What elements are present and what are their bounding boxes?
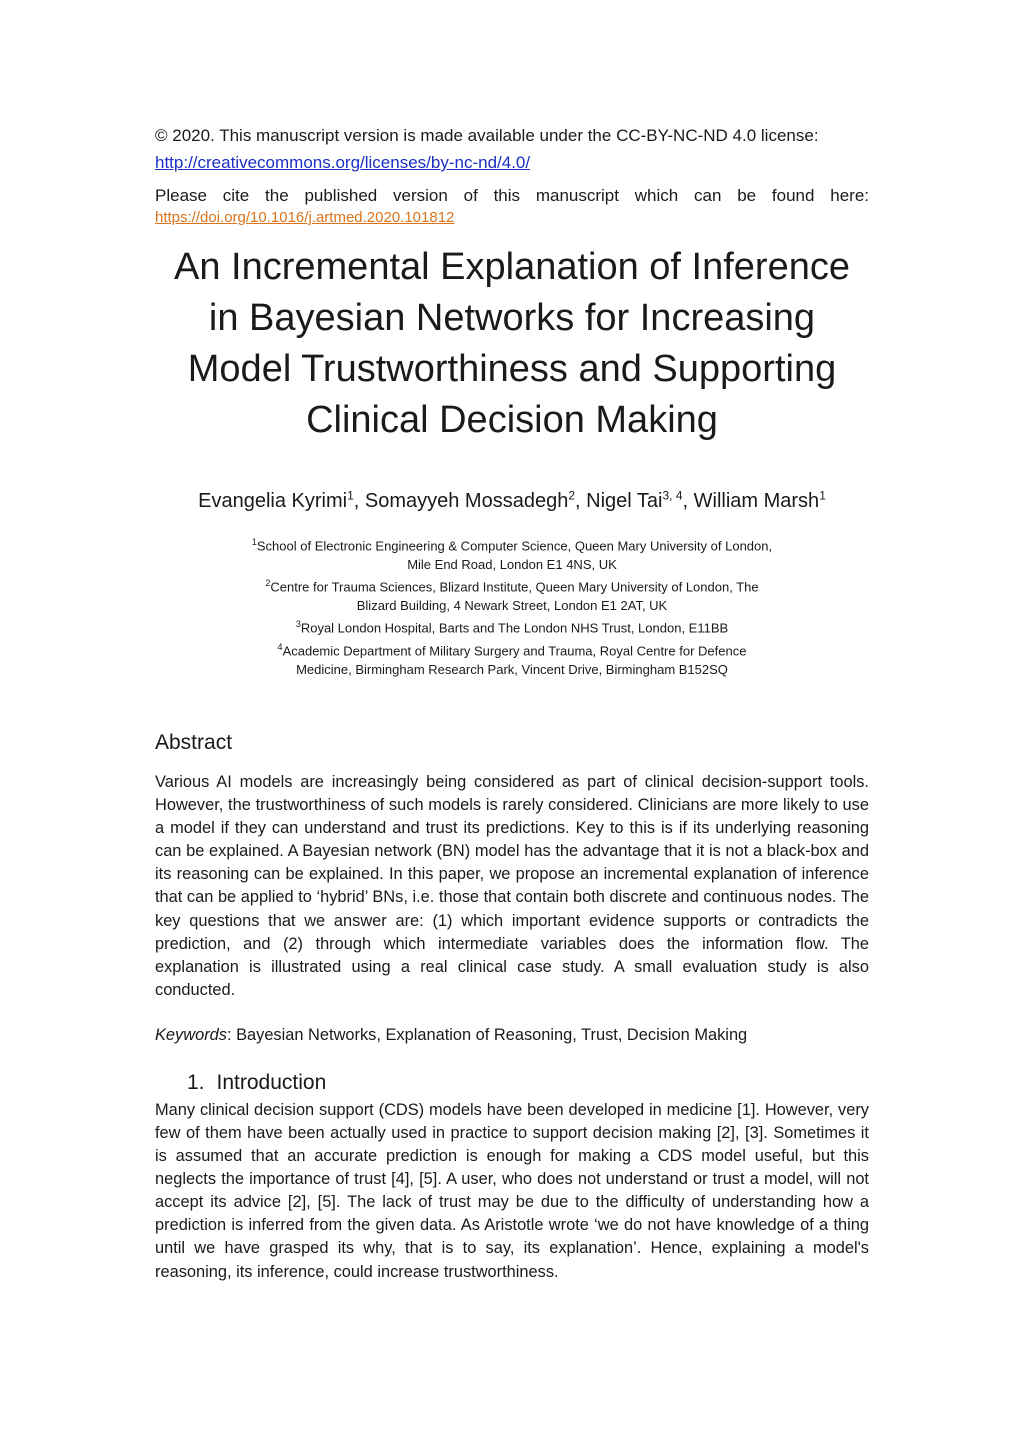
license-notice (155, 122, 869, 176)
section-number: 1. (187, 1070, 205, 1094)
license-text: © 2020. This manuscript version is made available under the CC-BY-NC-ND 4.0 license: (155, 126, 819, 145)
affiliation-3: $^3$Royal London Hospital, Barts and The London NHS Trust, London, E11BB (295, 619, 729, 636)
abstract-heading: Abstract (155, 730, 233, 754)
affiliation-list (155, 533, 869, 679)
abstract-body: Various AI models are increasingly being considered as part of clinical decision-support tools. However, the trustworthiness of such models is rarely considered. Clinicians are more likely to use a model if they can understand and trust its predictions. Key to this is if its underlying reasoning can be explained. A Bayesian network (BN) model has the advantage that it is not a black-box and its reasoning can be explained. In this paper, we propose an incremental explanation of inference that can be applied to ‘hybrid’ BNs, i.e. those that contain both discrete and continuous nodes. The key questions that we answer are: (1) which important evidence supports or contradicts the prediction, and (2) through which intermediate variables does the information flow. The explanation is illustrated using a real clinical case study. A small evaluation study is also conducted. (155, 772, 869, 999)
affiliation-1: $^1$School of Electronic Engineering & Computer Science, Queen Mary University of London, Mile End Road, London E1 4NS, UK (251, 536, 773, 572)
author-2: Somayyeh Mossadegh$^2$, (364, 488, 587, 512)
affiliation-2: $^2$Centre for Trauma Sciences, Blizard Institute, Queen Mary University of London, The Blizard Building, 4 Newark Street, London E1 2AT, UK (265, 577, 759, 614)
affiliation-4: $^4$Academic Department of Military Surgery and Trauma, Royal Centre for Defence Medicine, Birmingham Research Park, Vincent Drive, Birmingham B152SQ (277, 641, 747, 677)
doi-link[interactable]: https://doi.org/10.1016/j.artmed.2020.101812 (155, 209, 455, 226)
keywords-text: : Bayesian Networks, Explanation of Reasoning, Trust, Decision Making (226, 1025, 748, 1044)
doi-line (155, 208, 869, 228)
introduction-heading (187, 1071, 869, 1095)
author-1: Evangelia Kyrimi$^1$, (198, 488, 365, 512)
paper-page (155, 122, 869, 1284)
author-list (155, 488, 869, 513)
paper-title: An Incremental Explanation of Inference in Bayesian Networks for Increasing Model Trustworthiness and Supporting Clinical Decision Making (174, 246, 850, 441)
author-4: William Marsh$^1$ (693, 488, 826, 512)
keywords-label: Keywords (155, 1025, 227, 1044)
license-link[interactable]: http://creativecommons.org/licenses/by-nc-nd/4.0/ (155, 153, 531, 172)
author-3: Nigel Tai$^{3, 4}$, (586, 488, 694, 512)
keywords-line (155, 1026, 869, 1045)
cite-notice: Please cite the published version of this manuscript which can be found here: (155, 186, 869, 205)
introduction-body: Many clinical decision support (CDS) models have been developed in medicine [1]. However, very few of them have been actually used in practice to support decision making [2], [3]. Sometimes it is assumed that an accurate prediction is enough for making a CDS model useful, but this neglects the importance of trust [4], [5]. A user, who does not understand or trust a model, will not accept its advice [2], [5]. The lack of trust may be due to the difficulty of understanding how a prediction is inferred from the given data. As Aristotle wrote ‘we do not have knowledge of a thing until we have grasped its why, that is to say, its explanation’. Hence, explaining a model's reasoning, its inference, could increase trustworthiness. (155, 1100, 869, 1281)
section-title: Introduction (216, 1070, 327, 1094)
